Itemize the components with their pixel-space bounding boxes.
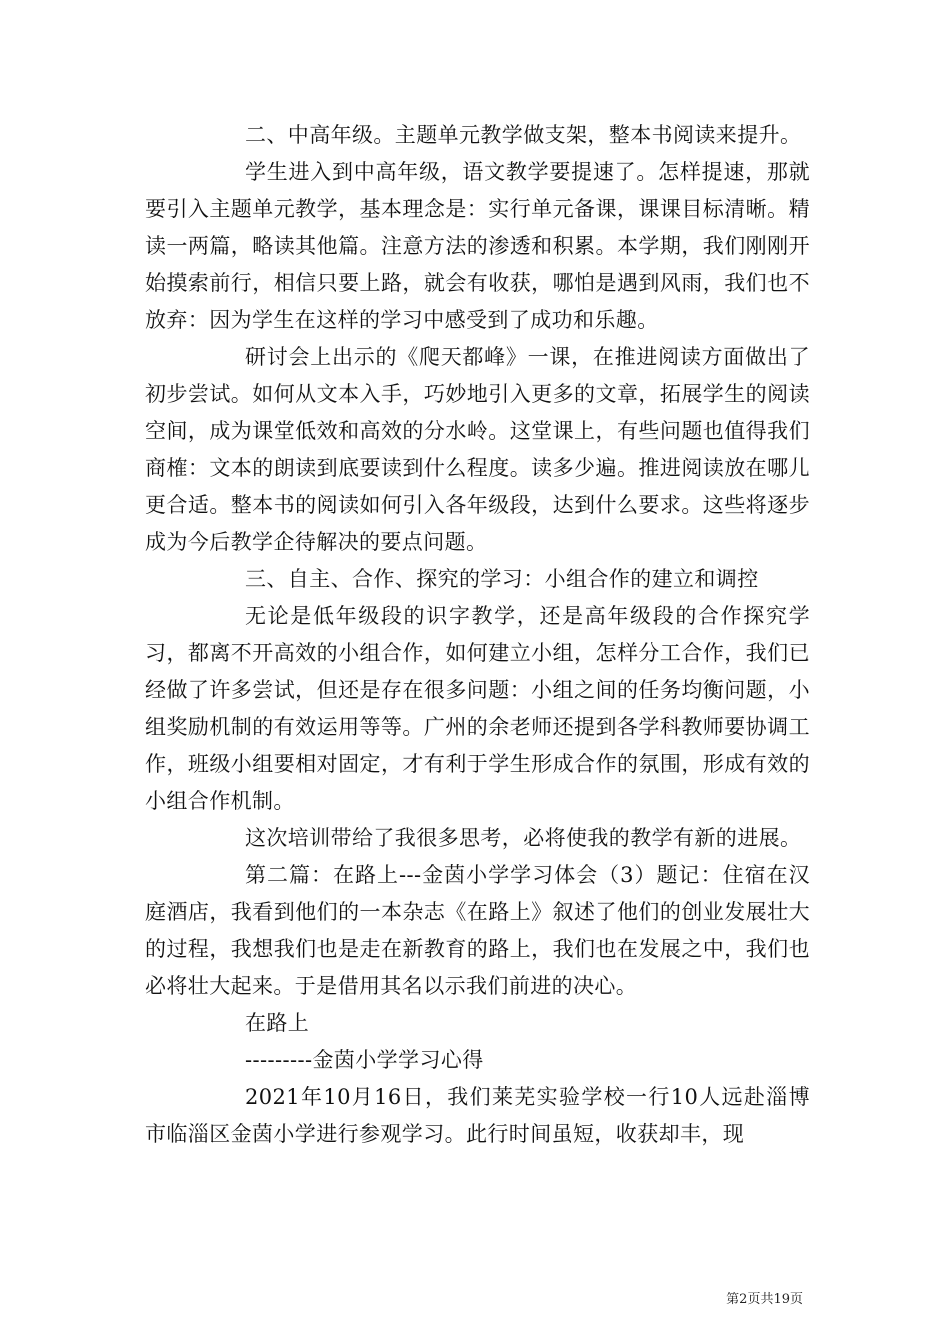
section-heading-3: 三、自主、合作、探究的学习：小组合作的建立和调控 <box>245 567 759 591</box>
section-heading-2: 二、中高年级。主题单元教学做支架，整本书阅读来提升。 <box>245 123 802 147</box>
document-body <box>145 117 810 1153</box>
paragraph: 第二篇：在路上---金茵小学学习体会（3）题记：住宿在汉庭酒店，我看到他们的一本杂志《在路上》叙述了他们的创业发展壮大的过程，我想我们也是走在新教育的路上，我们也在发展之中，我们也必将壮大起来。于是借用其名以示我们前进的决心。 <box>145 863 810 998</box>
paragraph: 无论是低年级段的识字教学，还是高年级段的合作探究学习，都离不开高效的小组合作，如何建立小组，怎样分工合作，我们已经做了许多尝试，但还是存在很多问题：小组之间的任务均衡问题，小组奖励机制的有效运用等等。广州的余老师还提到各学科教师要协调工作，班级小组要相对固定，才有利于学生形成合作的氛围，形成有效的小组合作机制。 <box>145 604 810 813</box>
article-subtitle: ---------金茵小学学习心得 <box>245 1048 484 1072</box>
page-number: 第2页共19页 <box>726 1292 803 1307</box>
article-title: 在路上 <box>245 1011 310 1035</box>
paragraph: 学生进入到中高年级，语文教学要提速了。怎样提速，那就要引入主题单元教学，基本理念是：实行单元备课，课课目标清晰。精读一两篇，略读其他篇。注意方法的渗透和积累。本学期，我们刚刚开始摸索前行，相信只要上路，就会有收获，哪怕是遇到风雨，我们也不放弃：因为学生在这样的学习中感受到了成功和乐趣。 <box>145 160 810 332</box>
paragraph: 2021年10月16日，我们莱芜实验学校一行10人远赴淄博市临淄区金茵小学进行参观学习。此行时间虽短，收获却丰，现 <box>145 1085 810 1146</box>
paragraph: 研讨会上出示的《爬天都峰》一课，在推进阅读方面做出了初步尝试。如何从文本入手，巧妙地引入更多的文章，拓展学生的阅读空间，成为课堂低效和高效的分水岭。这堂课上，有些问题也值得我们商榷：文本的朗读到底要读到什么程度。读多少遍。推进阅读放在哪儿更合适。整本书的阅读如何引入各年级段，达到什么要求。这些将逐步成为今后教学企待解决的要点问题。 <box>145 345 810 554</box>
paragraph: 这次培训带给了我很多思考，必将使我的教学有新的进展。 <box>245 826 802 850</box>
